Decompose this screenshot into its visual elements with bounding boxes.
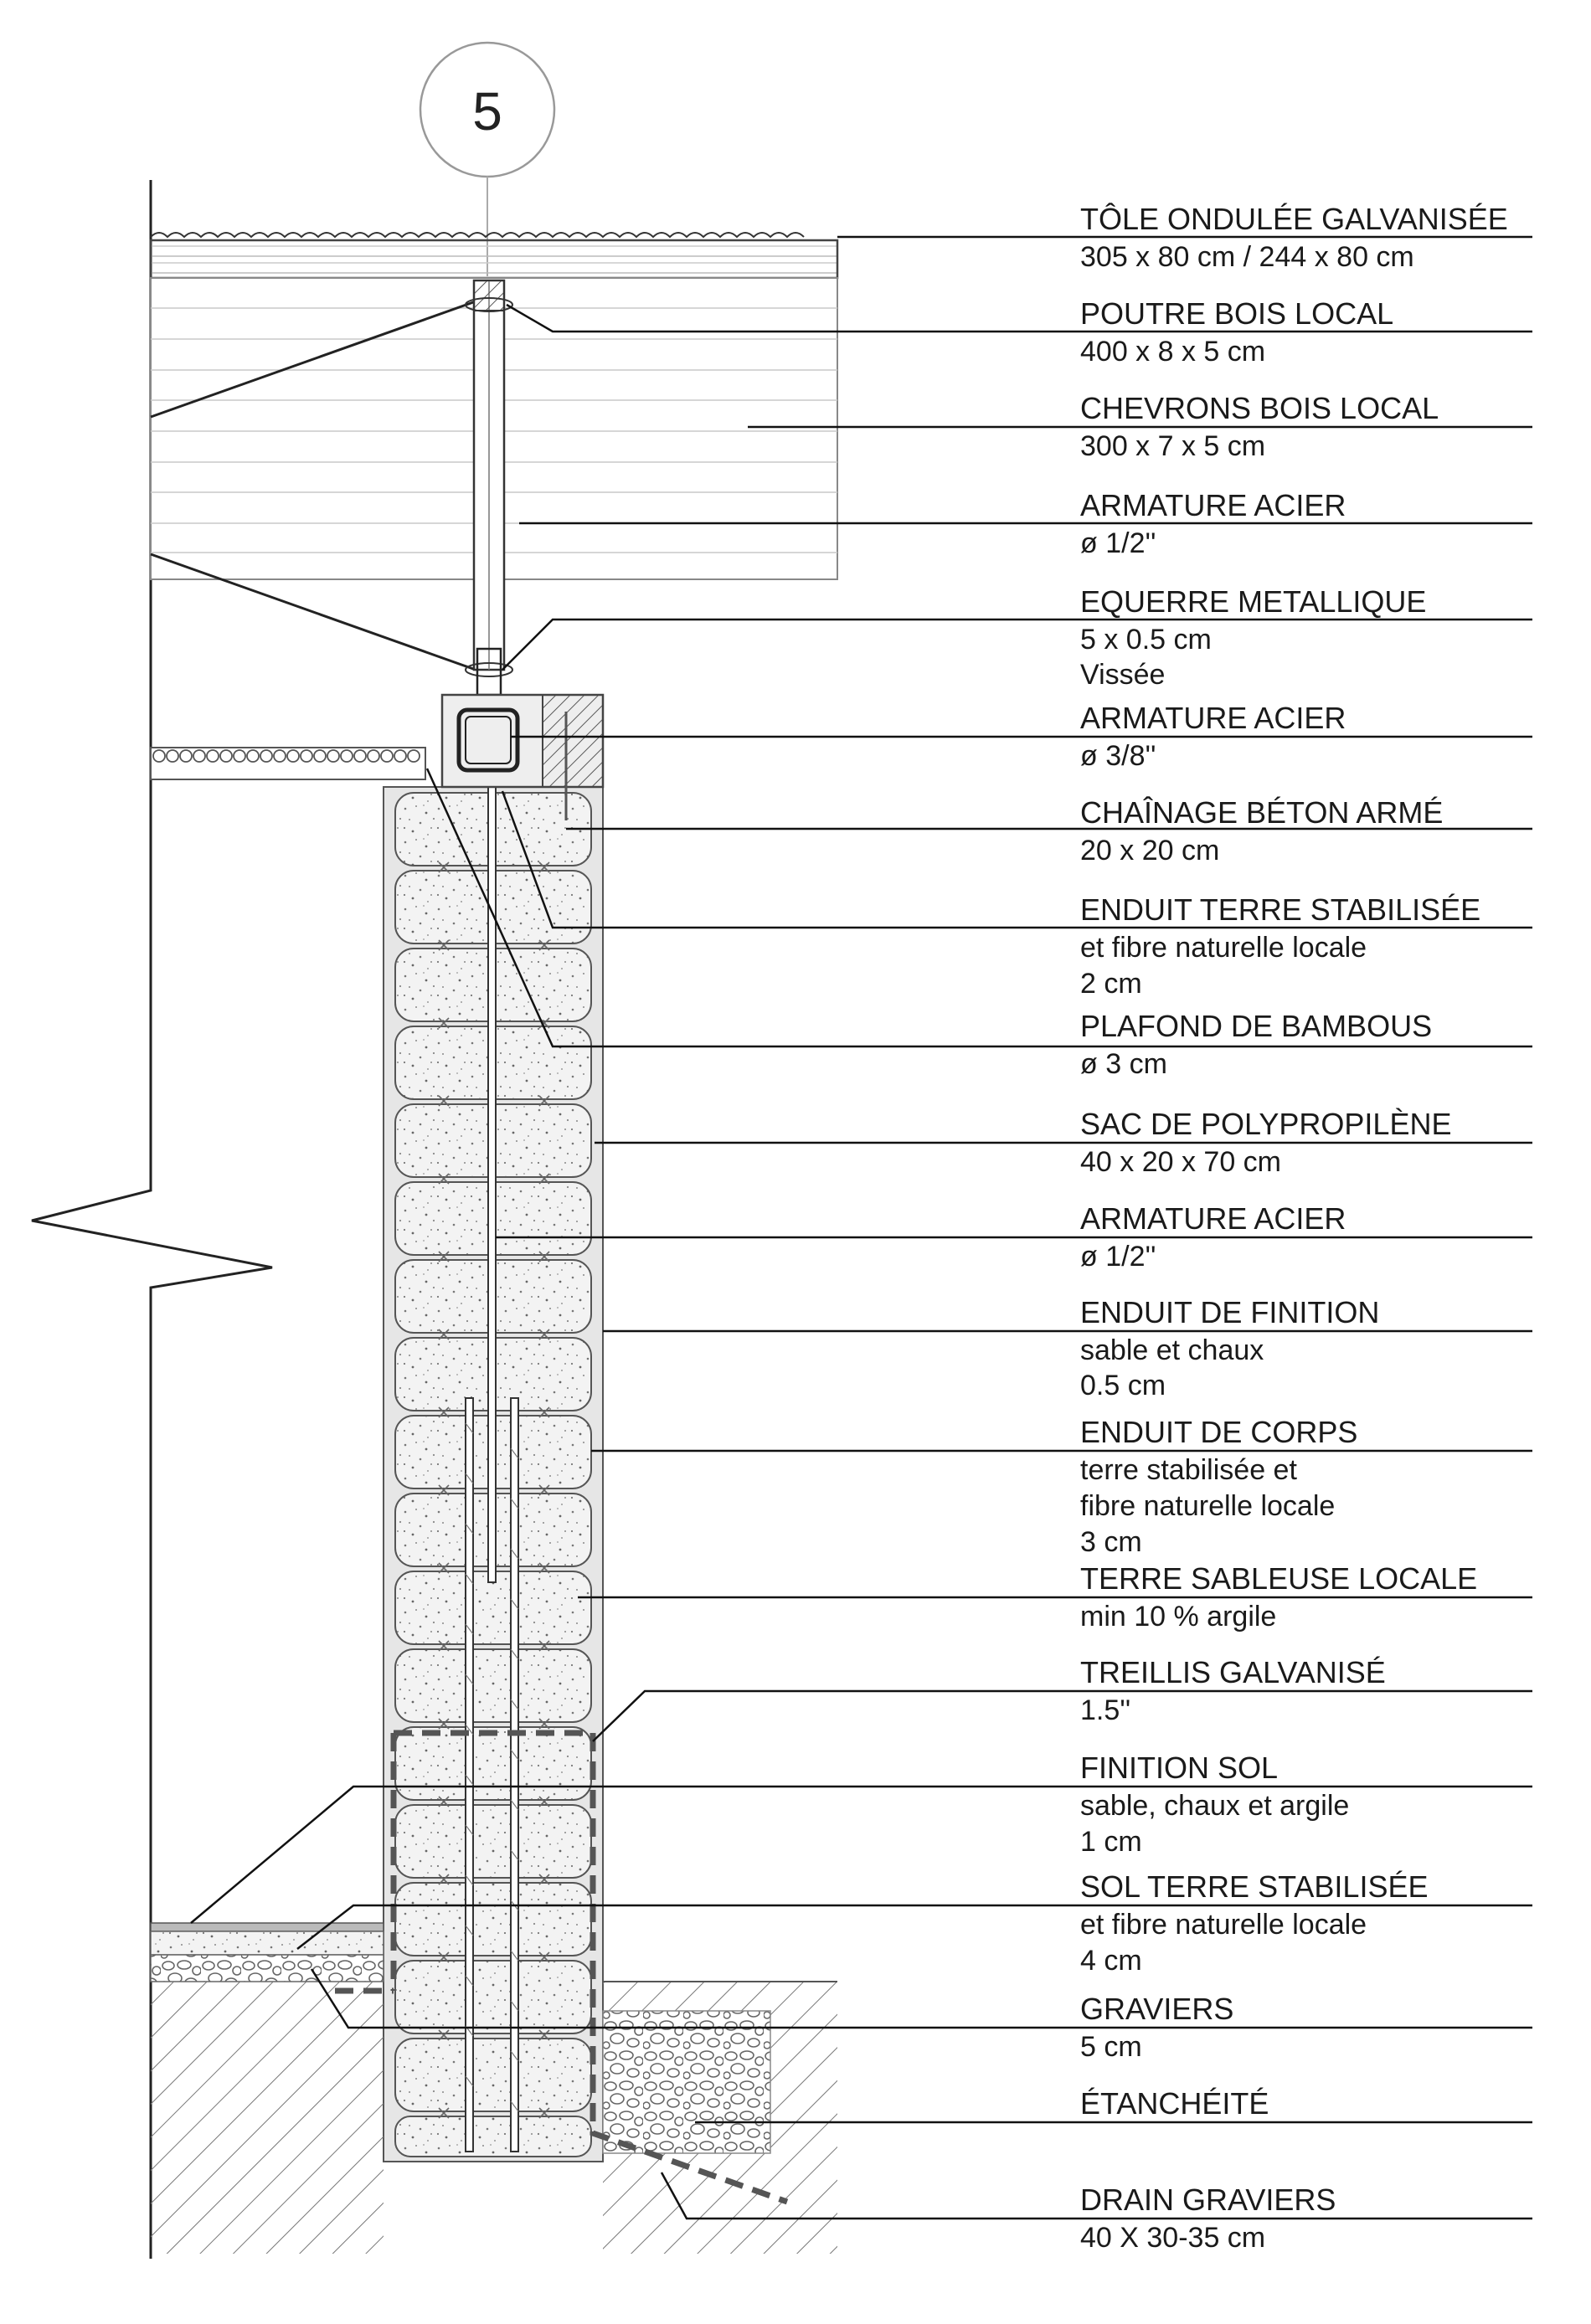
svg-text:POUTRE BOIS LOCAL: POUTRE BOIS LOCAL <box>1080 296 1394 331</box>
svg-text:2 cm: 2 cm <box>1080 968 1142 1000</box>
labels <box>1080 202 1508 2254</box>
svg-text:ø 3 cm: ø 3 cm <box>1080 1048 1167 1080</box>
svg-text:DRAIN GRAVIERS: DRAIN GRAVIERS <box>1080 2183 1336 2217</box>
svg-text:0.5 cm: 0.5 cm <box>1080 1370 1166 1401</box>
bamboo-ceiling <box>151 748 425 779</box>
svg-text:PLAFOND DE BAMBOUS: PLAFOND DE BAMBOUS <box>1080 1009 1433 1043</box>
svg-text:40 x 20 x 70 cm: 40 x 20 x 70 cm <box>1080 1146 1282 1178</box>
svg-text:4 cm: 4 cm <box>1080 1945 1142 1977</box>
roof-assembly <box>151 233 837 695</box>
svg-text:ENDUIT DE FINITION: ENDUIT DE FINITION <box>1080 1295 1380 1329</box>
svg-text:ENDUIT DE CORPS: ENDUIT DE CORPS <box>1080 1415 1358 1449</box>
svg-text:TREILLIS GALVANISÉ: TREILLIS GALVANISÉ <box>1080 1655 1386 1689</box>
svg-text:5 cm: 5 cm <box>1080 2031 1142 2063</box>
svg-text:400 x 8 x 5 cm: 400 x 8 x 5 cm <box>1080 336 1266 368</box>
svg-text:EQUERRE METALLIQUE: EQUERRE METALLIQUE <box>1080 584 1427 619</box>
label-bond-beam <box>1080 795 1443 866</box>
svg-text:min 10 % argile: min 10 % argile <box>1080 1601 1277 1632</box>
svg-text:TERRE SABLEUSE LOCALE: TERRE SABLEUSE LOCALE <box>1080 1561 1478 1596</box>
svg-text:terre stabilisée et: terre stabilisée et <box>1080 1454 1297 1486</box>
svg-text:ø 1/2'': ø 1/2'' <box>1080 1241 1156 1273</box>
floor-build-up <box>151 1923 384 1982</box>
svg-text:ø 3/8'': ø 3/8'' <box>1080 740 1156 772</box>
svg-text:FINITION SOL: FINITION SOL <box>1080 1751 1279 1785</box>
svg-text:CHEVRONS BOIS LOCAL: CHEVRONS BOIS LOCAL <box>1080 391 1439 425</box>
svg-text:CHAÎNAGE BÉTON ARMÉ: CHAÎNAGE BÉTON ARMÉ <box>1080 795 1444 830</box>
svg-text:40 X 30-35 cm: 40 X 30-35 cm <box>1080 2222 1266 2254</box>
corrugated-sheet <box>151 233 804 237</box>
svg-text:5 x 0.5 cm: 5 x 0.5 cm <box>1080 624 1212 656</box>
svg-text:ENDUIT TERRE STABILISÉE: ENDUIT TERRE STABILISÉE <box>1080 892 1481 927</box>
svg-text:GRAVIERS: GRAVIERS <box>1080 1992 1234 2026</box>
svg-text:20 x 20 cm: 20 x 20 cm <box>1080 835 1220 866</box>
svg-text:Vissée: Vissée <box>1080 659 1166 691</box>
svg-text:305 x 80 cm / 244 x 80 cm: 305 x 80 cm / 244 x 80 cm <box>1080 241 1414 273</box>
svg-text:1 cm: 1 cm <box>1080 1826 1142 1858</box>
label-earth-plaster <box>1080 892 1480 1000</box>
svg-text:SAC DE POLYPROPILÈNE: SAC DE POLYPROPILÈNE <box>1080 1107 1452 1141</box>
svg-text:ARMATURE ACIER: ARMATURE ACIER <box>1080 701 1346 735</box>
svg-text:et fibre naturelle locale: et fibre naturelle locale <box>1080 1909 1367 1941</box>
label-steel-angle <box>1080 584 1426 691</box>
svg-text:sable, chaux et argile: sable, chaux et argile <box>1080 1790 1350 1822</box>
label-waterproofing <box>1080 2086 1269 2121</box>
svg-text:ø 1/2'': ø 1/2'' <box>1080 527 1156 559</box>
svg-text:1.5'': 1.5'' <box>1080 1694 1131 1726</box>
svg-text:sable et chaux: sable et chaux <box>1080 1334 1264 1366</box>
label-stabilised-earth-floor <box>1080 1869 1428 1977</box>
section-marker-number: 5 <box>472 81 502 141</box>
svg-text:TÔLE ONDULÉE GALVANISÉE: TÔLE ONDULÉE GALVANISÉE <box>1080 202 1508 236</box>
svg-text:3 cm: 3 cm <box>1080 1526 1142 1558</box>
label-base-plaster <box>1080 1415 1357 1558</box>
svg-text:et fibre naturelle locale: et fibre naturelle locale <box>1080 932 1367 964</box>
label-bamboo-ceiling <box>1080 1009 1432 1080</box>
label-floor-finish <box>1080 1751 1349 1858</box>
svg-text:ARMATURE ACIER: ARMATURE ACIER <box>1080 488 1346 522</box>
svg-text:ÉTANCHÉITÉ: ÉTANCHÉITÉ <box>1080 2086 1269 2121</box>
label-finish-plaster <box>1080 1295 1379 1401</box>
svg-text:fibre naturelle locale: fibre naturelle locale <box>1080 1490 1336 1522</box>
svg-text:ARMATURE ACIER: ARMATURE ACIER <box>1080 1201 1346 1236</box>
svg-text:300 x 7 x 5 cm: 300 x 7 x 5 cm <box>1080 430 1266 462</box>
svg-text:SOL TERRE STABILISÉE: SOL TERRE STABILISÉE <box>1080 1869 1429 1904</box>
